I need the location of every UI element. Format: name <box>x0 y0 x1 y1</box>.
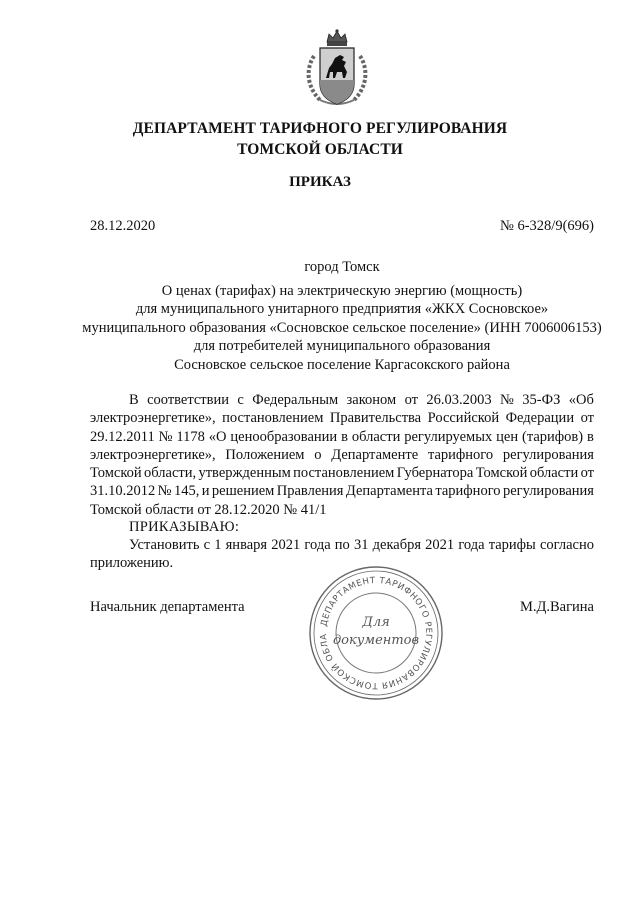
order-subject <box>0 282 640 374</box>
word: области <box>351 428 401 445</box>
word: № <box>157 483 172 500</box>
body-line <box>90 482 594 500</box>
word: 2021 <box>425 537 455 553</box>
word: ценообразовании <box>230 428 338 445</box>
stamp-ring-text: ДЕПАРТАМЕНТ ТАРИФНОГО РЕГУЛИРОВАНИЯ ТОМСКОЙ ОБЛА <box>318 575 434 691</box>
order-line <box>90 536 594 554</box>
word: с <box>203 537 211 553</box>
word: законом <box>346 392 397 408</box>
word: тарифного <box>435 483 501 500</box>
word: области <box>529 465 579 482</box>
word: 31.10.2012 <box>90 483 156 500</box>
word: № <box>158 428 173 445</box>
word: постановлением <box>293 465 395 482</box>
body-line <box>90 391 594 409</box>
order-line: приложению. <box>90 555 174 572</box>
word: Правления <box>276 483 344 500</box>
stamp-center-line-1: Для <box>362 615 390 630</box>
order-title: ПРИКАЗ <box>289 174 351 190</box>
word: 2021 <box>271 537 301 553</box>
word: Департаменте <box>331 446 419 463</box>
word: Федерации <box>505 410 575 427</box>
word: постановлением <box>222 410 324 427</box>
word: и <box>201 483 210 500</box>
word: Томской <box>475 465 528 482</box>
word: регулирования <box>502 446 594 463</box>
word: 31 <box>353 537 369 553</box>
word: электроэнергетике», <box>90 446 216 463</box>
word: от <box>404 392 418 408</box>
subject-line: муниципального образования «Сосновское сельское поселение» (ИНН 7006006153) <box>82 319 602 336</box>
word: В <box>129 392 139 408</box>
word: Установить <box>129 537 200 553</box>
word: Федеральным <box>252 392 339 408</box>
coat-of-arms-icon <box>302 28 372 112</box>
word: «О <box>208 428 227 445</box>
subject-line: для потребителей муниципального образования <box>193 338 491 355</box>
preamble-paragraph <box>90 391 594 519</box>
word: Положением <box>225 446 305 463</box>
word: электроэнергетике», <box>90 410 216 427</box>
word: от <box>580 465 594 482</box>
official-stamp <box>306 563 446 703</box>
word: Губернатора <box>396 465 474 482</box>
signatory-position: Начальник департамента <box>90 599 245 615</box>
word: 29.12.2011 <box>90 428 155 445</box>
word: года <box>458 537 485 553</box>
word: с <box>237 392 244 408</box>
signatory-name: М.Д.Вагина <box>519 599 594 615</box>
word: Томской <box>90 465 142 482</box>
body-line <box>90 409 594 427</box>
department-title-line-2: ТОМСКОЙ ОБЛАСТИ <box>237 141 403 158</box>
word: Департамента <box>345 483 433 500</box>
stamp-center-line-2: документов <box>332 633 420 648</box>
word: 26.03.2003 <box>426 392 492 408</box>
subject-line: О ценах (тарифах) на электрическую энергию (мощность) <box>161 283 523 299</box>
word: цен <box>496 428 519 445</box>
word: 1 <box>214 537 222 553</box>
word: 35-ФЗ <box>522 392 561 408</box>
word: в <box>587 428 594 445</box>
word: (тарифов) <box>522 428 584 445</box>
subject-line: для муниципального унитарного предприятия «ЖКХ Сосновское» <box>135 301 549 318</box>
subject-line: Сосновское сельское поселение Каргасокского района <box>174 356 510 373</box>
body-line <box>90 464 594 482</box>
word: согласно <box>539 537 594 553</box>
word: в <box>341 428 348 445</box>
word: № <box>500 392 514 408</box>
word: Правительства <box>329 410 422 427</box>
body-line <box>90 446 594 464</box>
body-line <box>90 428 594 446</box>
word: 1178 <box>176 428 205 445</box>
word: 145, <box>173 483 200 500</box>
city: город Томск <box>304 259 380 275</box>
word: декабря <box>372 537 421 553</box>
word: Российской <box>427 410 500 427</box>
word: тарифы <box>488 537 536 553</box>
word: от <box>580 410 594 427</box>
word: соответствии <box>147 392 230 408</box>
word: решением <box>211 483 275 500</box>
word: по <box>334 537 350 553</box>
word: года <box>304 537 331 553</box>
word: утвержденным <box>198 465 291 482</box>
word: «Об <box>568 392 594 408</box>
word: о <box>314 446 322 463</box>
word: регулируемых <box>404 428 493 445</box>
order-command: ПРИКАЗЫВАЮ: <box>129 519 240 535</box>
order-date: 28.12.2020 <box>90 218 156 234</box>
department-title <box>0 118 640 160</box>
order-number: № 6-328/9(696) <box>500 218 594 234</box>
department-title-line-1: ДЕПАРТАМЕНТ ТАРИФНОГО РЕГУЛИРОВАНИЯ <box>132 120 508 137</box>
word: тарифного <box>427 446 494 463</box>
word: января <box>225 537 268 553</box>
body-line: Томской области от 28.12.2020 № 41/1 <box>90 501 327 518</box>
word: области, <box>144 465 197 482</box>
word: регулирования <box>502 483 594 500</box>
